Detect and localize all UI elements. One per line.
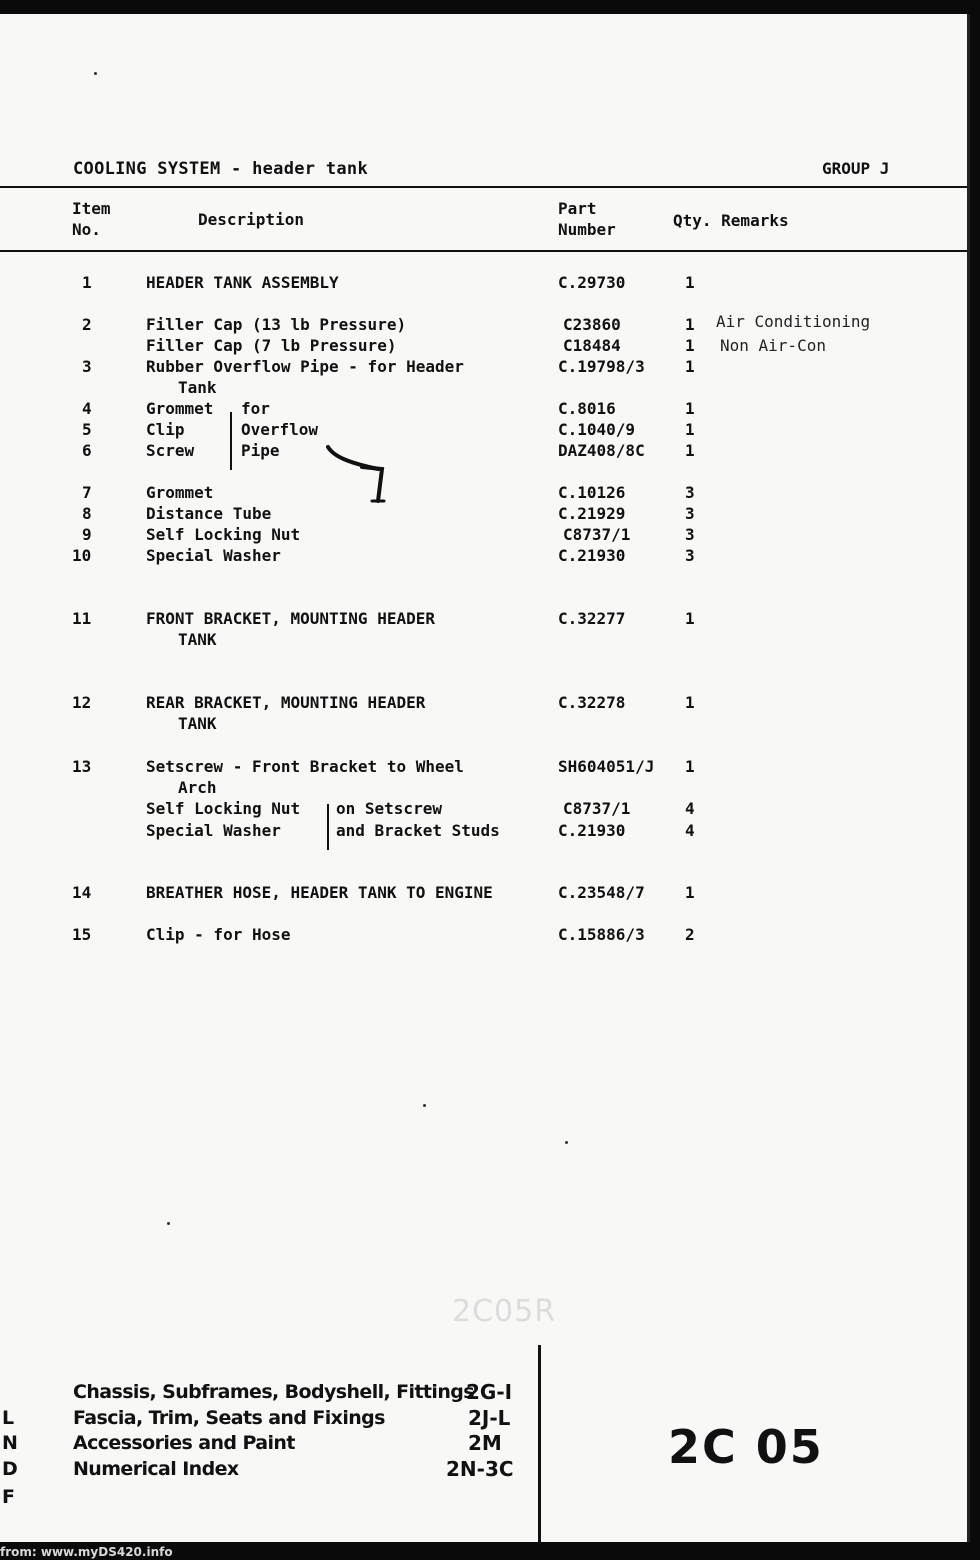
col-part-label: Part <box>558 199 597 218</box>
row-part: C.21930 <box>558 546 626 565</box>
bracket-line <box>327 804 329 850</box>
col-item-label: Item <box>72 199 111 218</box>
edge-letter: F <box>2 1486 15 1508</box>
bracket-note: on Setscrew <box>336 799 442 818</box>
row-item: 15 <box>72 925 92 944</box>
row-part: C.21930 <box>558 821 626 840</box>
row-desc: FRONT BRACKET, MOUNTING HEADER <box>146 609 435 628</box>
row-item: 8 <box>82 504 92 523</box>
row-part: C8737/1 <box>563 525 631 544</box>
col-item-header <box>72 198 111 240</box>
row-part: SH604051/J <box>558 757 655 776</box>
index-entry: Numerical Index <box>73 1458 239 1480</box>
row-part: C.8016 <box>558 399 616 418</box>
index-code: 2M <box>468 1431 502 1455</box>
bracket-line <box>230 412 232 470</box>
col-item-no-label: No. <box>72 220 101 239</box>
faint-stamp: 2C05R <box>452 1294 557 1329</box>
row-qty: 1 <box>685 609 695 628</box>
row-qty: 1 <box>685 273 695 292</box>
row-item: 5 <box>82 420 92 439</box>
row-item: 10 <box>72 546 92 565</box>
row-item: 7 <box>82 483 92 502</box>
row-item: 3 <box>82 357 92 376</box>
index-code: 2N-3C <box>446 1457 514 1481</box>
bracket-note: for <box>241 399 270 418</box>
row-part: C23860 <box>563 315 621 334</box>
row-desc: Self Locking Nut <box>146 525 301 544</box>
row-desc: Filler Cap (7 lb Pressure) <box>146 336 397 355</box>
header-rule-top <box>0 186 967 188</box>
row-part: C.23548/7 <box>558 883 645 902</box>
row-qty: 1 <box>685 420 695 439</box>
row-part: DAZ408/8C <box>558 441 645 460</box>
row-part: C.10126 <box>558 483 626 502</box>
index-code: 2J-L <box>468 1406 511 1430</box>
row-desc: Special Washer <box>146 546 281 565</box>
group-label: GROUP J <box>822 159 890 178</box>
speck <box>423 1104 426 1107</box>
edge-letter: D <box>2 1458 18 1480</box>
row-desc: BREATHER HOSE, HEADER TANK TO ENGINE <box>146 883 493 902</box>
bracket-note: Overflow <box>241 420 319 439</box>
handwritten-mark <box>320 439 400 511</box>
index-code: 2G-I <box>466 1380 513 1404</box>
row-qty: 1 <box>685 441 695 460</box>
row-part: C.15886/3 <box>558 925 645 944</box>
row-desc: Clip - for Hose <box>146 925 291 944</box>
row-item: 11 <box>72 609 92 628</box>
row-item: 2 <box>82 315 92 334</box>
row-desc: Grommet <box>146 483 214 502</box>
row-desc: Distance Tube <box>146 504 272 523</box>
row-part: C.32277 <box>558 609 626 628</box>
bracket-note: and Bracket Studs <box>336 821 500 840</box>
row-desc: Rubber Overflow Pipe - for Header <box>146 357 464 376</box>
row-desc: HEADER TANK ASSEMBLY <box>146 273 339 292</box>
row-desc: Special Washer <box>146 821 281 840</box>
col-description-header: Description <box>198 210 304 229</box>
col-qty-remarks-header: Qty. Remarks <box>673 211 789 230</box>
row-qty: 1 <box>685 693 695 712</box>
row-part: C.32278 <box>558 693 626 712</box>
row-desc: Clip <box>146 420 185 439</box>
row-qty: 4 <box>685 799 695 818</box>
row-desc-continued: Tank <box>178 378 217 397</box>
row-qty: 1 <box>685 757 695 776</box>
row-desc: Setscrew - Front Bracket to Wheel <box>146 757 464 776</box>
index-entry: Accessories and Paint <box>73 1432 295 1454</box>
speck <box>167 1222 170 1225</box>
row-qty: 1 <box>685 883 695 902</box>
footer-divider <box>538 1345 541 1545</box>
row-remark: Non Air-Con <box>720 336 826 355</box>
row-part: C.19798/3 <box>558 357 645 376</box>
row-qty: 1 <box>685 336 695 355</box>
row-desc-continued: TANK <box>178 714 217 733</box>
col-number-label: Number <box>558 220 616 239</box>
row-qty: 1 <box>685 315 695 334</box>
row-part: C.29730 <box>558 273 626 292</box>
row-desc: Self Locking Nut <box>146 799 301 818</box>
edge-letter: L <box>2 1407 15 1429</box>
header-rule-bottom <box>0 250 967 252</box>
edge-letter: N <box>2 1432 18 1454</box>
row-part: C.21929 <box>558 504 626 523</box>
speck <box>94 72 97 75</box>
row-qty: 4 <box>685 821 695 840</box>
row-item: 13 <box>72 757 92 776</box>
row-item: 12 <box>72 693 92 712</box>
col-part-header <box>558 198 616 240</box>
row-desc: Screw <box>146 441 195 460</box>
row-item: 9 <box>82 525 92 544</box>
row-part: C8737/1 <box>563 799 631 818</box>
row-item: 4 <box>82 399 92 418</box>
row-qty: 3 <box>685 504 695 523</box>
row-item: 6 <box>82 441 92 460</box>
row-qty: 2 <box>685 925 695 944</box>
row-part: C.1040/9 <box>558 420 636 439</box>
page-title: COOLING SYSTEM - header tank <box>73 159 368 179</box>
row-qty: 3 <box>685 483 695 502</box>
speck <box>565 1141 568 1144</box>
source-credit: from: www.myDS420.info <box>0 1545 173 1559</box>
row-qty: 3 <box>685 546 695 565</box>
row-part: C18484 <box>563 336 621 355</box>
row-item: 1 <box>82 273 92 292</box>
row-desc: REAR BRACKET, MOUNTING HEADER <box>146 693 426 712</box>
row-item: 14 <box>72 883 92 902</box>
index-entry: Chassis, Subframes, Bodyshell, Fittings <box>73 1381 474 1403</box>
index-entry: Fascia, Trim, Seats and Fixings <box>73 1407 385 1429</box>
row-remark: Air Conditioning <box>716 312 871 331</box>
row-desc-continued: TANK <box>178 630 217 649</box>
parts-list-page <box>0 14 970 1542</box>
fiche-number: 2C 05 <box>668 1420 824 1474</box>
row-qty: 1 <box>685 399 695 418</box>
row-qty: 3 <box>685 525 695 544</box>
row-desc: Filler Cap (13 lb Pressure) <box>146 315 407 334</box>
row-desc-continued: Arch <box>178 778 217 797</box>
row-qty: 1 <box>685 357 695 376</box>
bracket-note: Pipe <box>241 441 280 460</box>
row-desc: Grommet <box>146 399 214 418</box>
